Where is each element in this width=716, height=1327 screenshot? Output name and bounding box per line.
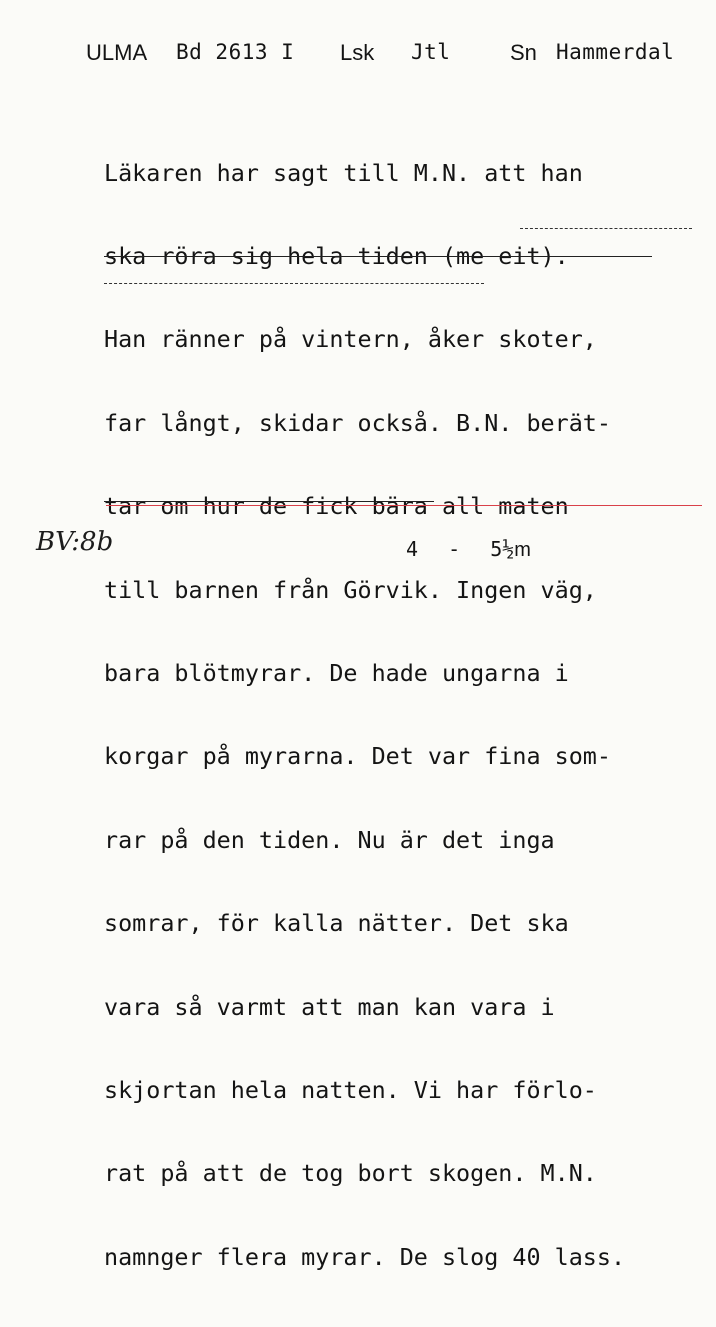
text-line: skjortan hela natten. Vi har förlo- [104,1075,597,1104]
text-line: far långt, skidar också. B.N. berät- [104,408,611,437]
card-header [0,40,716,74]
underline-mark [104,256,652,257]
place-name: Hammerdal [556,40,675,64]
parish-code: Lsk [340,40,375,65]
archive-code: ULMA [86,40,148,65]
text-line: somrar, för kalla nätter. Det ska [104,909,569,938]
text-line: Han ränner på vintern, åker skoter, [104,325,597,354]
range-to: 5½ [490,537,515,561]
text-line: rar på den tiden. Nu är det inga [104,825,555,854]
underline-mark [104,501,434,502]
text-line: ska röra sig hela tiden (me eit). [104,241,569,270]
range-unit: m [514,539,531,561]
underline-mark [520,228,692,229]
text-line: namnger flera myrar. De slog 40 lass. [104,1242,626,1271]
range-dash: - [448,537,461,561]
card-body-text [104,104,704,1327]
text-line: rat på att de tog bort skogen. M.N. [104,1159,597,1188]
text-line: Läkaren har sagt till M.N. att han [104,158,583,187]
province-code: Jtl [411,40,451,64]
text-line: till barnen från Görvik. Ingen väg, [104,575,597,604]
underline-mark [104,283,484,284]
range-from: 4 [406,537,419,561]
sn-label: Sn [510,40,537,65]
text-line: tar om hur de fick bära all maten [104,492,569,521]
text-line: korgar på myrarna. Det var fina som- [104,742,611,771]
text-line: bara blötmyrar. De hade ungarna i [104,658,569,687]
handwritten-reference: BV:8b [36,527,114,557]
footer-range [406,537,531,562]
volume-number: Bd 2613 I [176,40,295,64]
red-underline-mark [106,505,702,506]
text-line: vara så varmt att man kan vara i [104,992,555,1021]
